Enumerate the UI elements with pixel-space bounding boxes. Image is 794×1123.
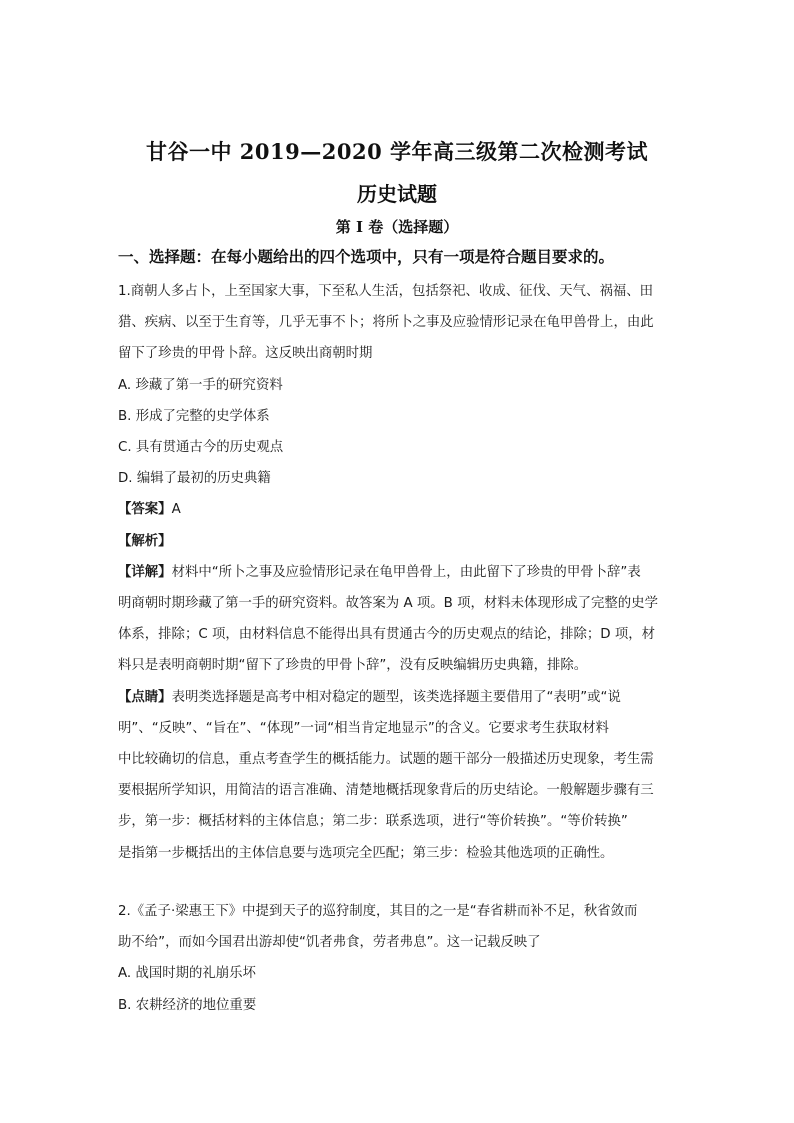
detail-text: 材料中“所卜之事及应验情形记录在龟甲兽骨上，由此留下了珍贵的甲骨卜辞”表 (171, 564, 641, 580)
q1-tip-line: 要根据所学知识，用简洁的语言准确、清楚地概括现象背后的历史结论。一般解题步骤有三 (118, 783, 654, 799)
q1-tip-line: 明”、“反映”、“旨在”、“体现”一词“相当肯定地显示”的含义。它要求考生获取材料 (118, 720, 609, 736)
q1-tip-line: 步，第一步：概括材料的主体信息；第二步：联系选项，进行“等价转换”。“等价转换” (118, 814, 628, 830)
q1-detail-line: 体系，排除；C 项，由材料信息不能得出具有贯通古今的历史观点的结论，排除；D 项，材 (118, 627, 656, 643)
q1-option-b: B. 形成了完整的史学体系 (118, 408, 270, 424)
volume-heading: 第 I 卷（选择题） (335, 218, 459, 236)
q2-option-a: A. 战国时期的礼崩乐坏 (118, 966, 256, 982)
q1-option-d: D. 编辑了最初的历史典籍 (118, 471, 271, 487)
section-heading: 一、选择题：在每小题给出的四个选项中，只有一项是符合题目要求的。 (118, 247, 615, 266)
q2-option-b: B. 农耕经济的地位重要 (118, 997, 257, 1013)
question-1 (118, 276, 680, 869)
exam-subtitle: 历史试题 (357, 182, 437, 206)
answer-value: A (171, 502, 181, 518)
tip-label: 【点睛】 (118, 689, 172, 705)
answer-label: 【答案】 (118, 502, 172, 518)
q1-stem-line: 猎、疾病、以至于生育等，几乎无事不卜；将所卜之事及应验情形记录在龟甲兽骨上，由此 (118, 315, 654, 331)
detail-label: 【详解】 (118, 564, 172, 580)
q1-detail-line: 明商朝时期珍藏了第一手的研究资料。故答案为 A 项。B 项，材料未体现形成了完整的史学 (118, 596, 658, 612)
q1-option-a: A. 珍藏了第一手的研究资料 (118, 377, 283, 393)
q1-detail-line (118, 557, 680, 588)
q2-stem-line: 2.《孟子·梁惠王下》中提到天子的巡狩制度，其目的之一是“春省耕而补不足，秋省敛而 (118, 904, 638, 919)
q1-option-c: C. 具有贯通古今的历史观点 (118, 440, 284, 456)
q1-stem-line: 留下了珍贵的甲骨卜辞。这反映出商朝时期 (118, 346, 373, 362)
question-2 (118, 896, 680, 1021)
q1-tip-line: 中比较确切的信息，重点考查学生的概括能力。试题的题干部分一般描述历史现象，考生需 (118, 752, 654, 768)
q1-tip-line: 是指第一步概括出的主体信息要与选项完全匹配；第三步：检验其他选项的正确性。 (118, 845, 614, 861)
exam-title: 甘谷一中 2019—2020 学年高三级第二次检测考试 (145, 139, 648, 164)
q1-tip-line (118, 682, 680, 713)
analysis-label: 【解析】 (118, 533, 172, 549)
q1-detail-line: 料只是表明商朝时期“留下了珍贵的甲骨卜辞”，没有反映编辑历史典籍，排除。 (118, 658, 588, 674)
q2-stem-line: 助不给”，而如今国君出游却使“饥者弗食，劳者弗息”。这一记载反映了 (118, 935, 541, 951)
tip-text: 表明类选择题是高考中相对稳定的题型，该类选择题主要借用了“表明”或“说 (171, 689, 621, 705)
q1-stem-line: 1.商朝人多占卜，上至国家大事，下至私人生活，包括祭祀、收成、征伐、天气、祸福、田 (118, 284, 654, 299)
q1-answer (118, 494, 680, 525)
